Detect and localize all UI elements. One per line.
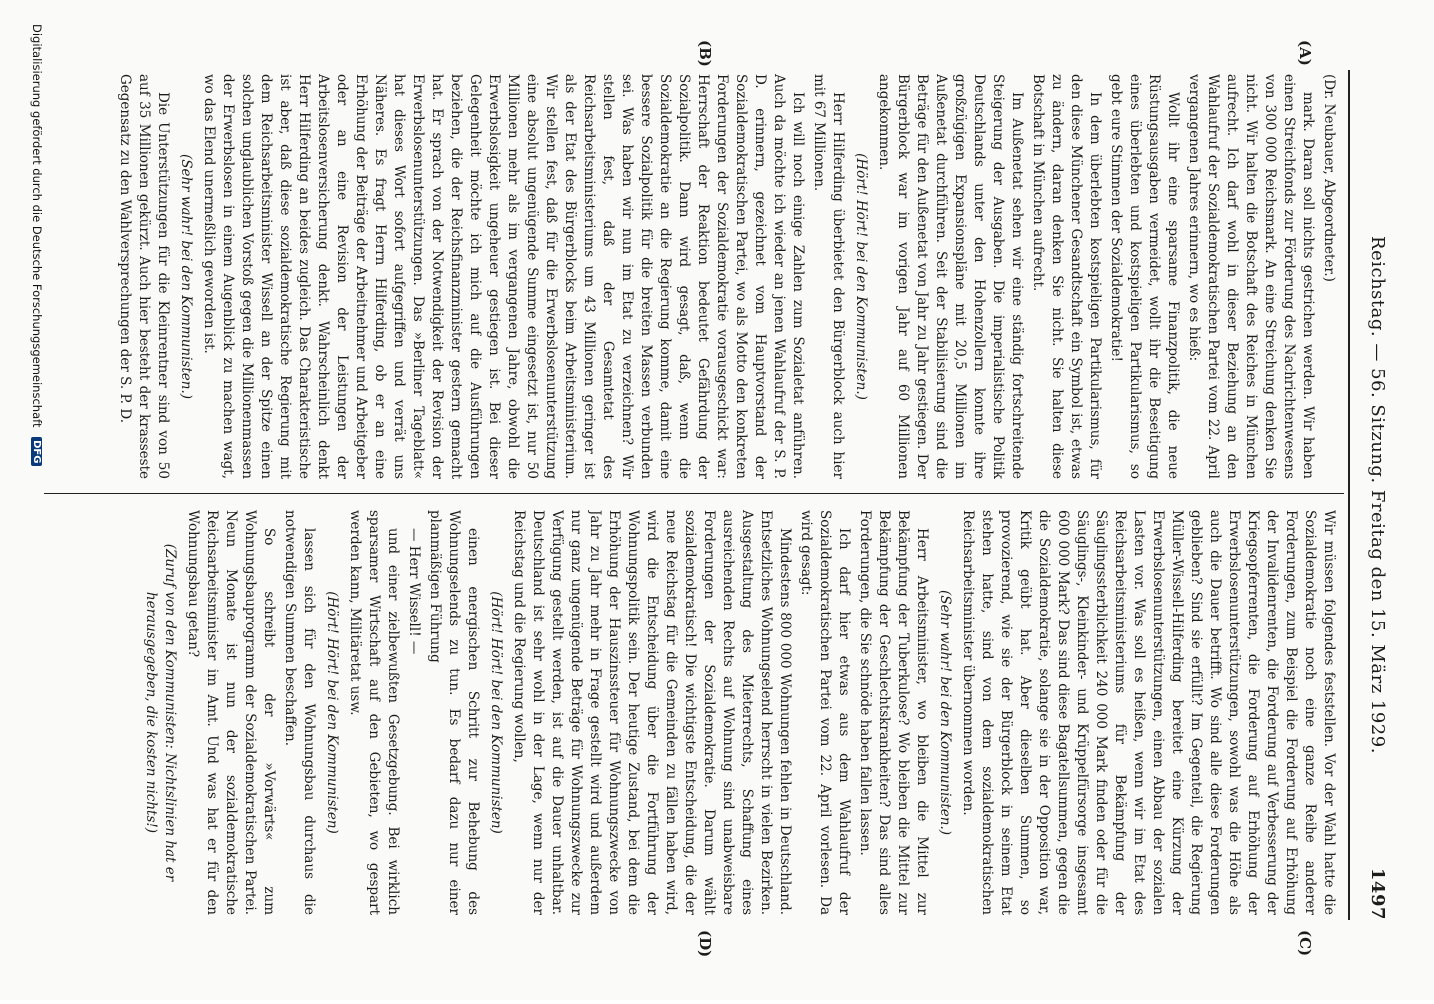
right-text-column — [48, 510, 1338, 915]
paragraph: Ich will noch einige Zahlen zum Sozialetat anführen. Auch da möchte ich wieder an jenen Wahlaufruf der S. P. D. erinnern, gezeichnet vom Hauptvorstand der Sozialdemokratischen Partei, wo als Motto den konkreten Forderungen der Sozialdemokratie vorausgeschickt war: Herrschaft der Reaktion bedeutet Gefährdung der Sozialpolitik. Dann wird gesagt, daß, wenn die Sozialdemokratie an die Regierung komme, damit eine bessere Sozialpolitik für die breiten Massen verbunden sei. Was haben wir nun im Etat zu verzeichnen? Wir stellen fest, daß der Gesamtetat des Reichsarbeitsministeriums um 43 Millionen geringer ist als der Etat des Bürgerblocks beim Arbeitsministerium. Wir stellen fest, daß für die Erwerbslosenunterstützung eine absolut ungenügende Summe eingesetzt ist, nur 50 Millionen mehr als im vergangenen Jahre, obwohl die Erwerbslosigkeit ungeheuer gestiegen ist. Bei dieser Gelegenheit möchte ich mich auf die Ausführungen beziehen, die der Reichsfinanzminister gestern gemacht hat. Er sprach von der Notwendigkeit der Revision der Erwerbslosenunterstützungen. Das »Berliner Tageblatt« hat dieses Wort sofort aufgegriffen und verrät uns Näheres. Es fragt Herrn Hilferding, ob er an eine Erhöhung der Beiträge der Arbeitnehmer und Arbeitgeber oder an eine Revision der Leistungen der Arbeitslosenversicherung denkt. Wahrscheinlich denkt Herr Hilferding an beides zugleich. Das Charakteristische ist aber, daß diese sozialdemokratische Regierung mit dem Reichsarbeitsminister Wissell an der Spitze einen solchen unglaublichen Vorstoß gegen die Millionenmassen der Erwerbslosen in einem Augenblick zu machen wagt, wo das Elend unermeßlich geworden ist. — [201, 74, 806, 479]
header-title: Reichstag. — 56. Sitzung. Freitag den 15. März 1929. — [1367, 236, 1388, 754]
interjection: (Hört! Hört! bei den Kommunisten) — [324, 591, 340, 834]
margin-mark-d: (D) — [696, 930, 714, 958]
paragraph: In dem überlebten kostspieligen Partikularismus, für den diese Münchener Gesandtschaft ein Symbol ist, etwas zu ändern, daran denken Sie nicht. Sie halten diese Botschaft in München aufrecht. — [1030, 74, 1103, 479]
interjection: (Sehr wahr! bei den Kommunisten.) — [937, 589, 953, 836]
margin-mark-c: (C) — [1296, 930, 1314, 957]
paragraph: lassen sich für den Wohnungsbau durchaus die notwendigen Summen beschaffen. — [282, 510, 317, 915]
paragraph: Wollt ihr eine sparsame Finanzpolitik, die neue Rüstungsausgaben vermeidet, wollt ihr die Beseitigung eines überlebten und kostspieligen Partikularismus, so gebt eure Stimmen der Sozialdemokratie! — [1108, 74, 1181, 479]
interjection: (Zuruf von den Kommunisten: Nichtslinien hat er herausgegeben, die kosten nichts!) — [143, 543, 178, 882]
paragraph: Herr Hilferding überbietet den Bürgerblock auch hier mit 67 Millionen. — [811, 74, 846, 479]
header-rule — [1348, 70, 1350, 920]
paragraph: Die Unterstützungen für die Kleinrentner sind von 50 auf 35 Millionen gekürzt. Auch hier besteht der krasseste Gegensatz zu den Wahlversprechungen der S. P. D. — [117, 74, 171, 479]
paragraph: und einer zielbewußten Gesetzgebung. Bei wirklich sparsamer Wirtschaft auf den Gebieten, wo gespart werden kann, Militäretat usw. — [347, 510, 401, 915]
paragraph: mark. Daran soll nichts gestrichen werden. Wir haben einen Streichfonds zur Förderung des Nachrichtenwesens von 300 000 Reichsmark. An eine Streichung denken Sie nicht. Wir halten die Botschaft des Reiches in München aufrecht. Ich darf wohl in dieser Beziehung an den Wahlaufruf der Sozialdemokratischen Partei vom 22. April vergangenen Jahres erinnern, wo es hieß: — [1186, 74, 1316, 479]
paragraph: Ich darf hier etwas aus dem Wahlaufruf der Sozialdemokratischen Partei vom 22. April vorlesen. Da wird gesagt: — [798, 510, 852, 915]
paragraph: So schreibt der »Vorwärts« zum Wohnungsbauprogramm der Sozialdemokratischen Partei. Neun Monate ist nun der sozialdemokratische Reichsarbeitsminister im Amt. Und was hat er für den Wohnungsbau getan? — [185, 510, 277, 915]
paragraph: — Herr Wissell! — — [406, 528, 422, 655]
paragraph: Wir müssen folgendes feststellen. Vor der Wahl hatte die Sozialdemokratie noch eine ganze Reihe anderer Forderungen, zum Beispiel die Forderung auf Erhöhung der Invalidenrenten, die Forderung auf Verbesserung der Kriegsopferrenten, die Forderung auf Erhöhung der Erwerbslosenunterstützungen, sowohl was die Höhe als auch die Dauer betrifft. Wo sind alle diese Forderungen geblieben? Sind sie erfüllt? Im Gegenteil, die Regierung Müller-Wissell-Hilferding bereitet eine Kürzung der Erwerbslosenunterstützungen, einen Abbau der sozialen Lasten vor. Was soll es heißen, wenn wir im Etat des Reichsarbeitsministeriums für Bekämpfung der Säuglingssterblichkeit 240 000 Mark finden oder für die Säuglings-, Kleinkinder- und Krüppelfürsorge insgesamt 600 000 Mark? Das sind diese Bagatellsummen, gegen die die Sozialdemokratie, solange sie in der Opposition war, Kritik geübt hat. Aber dieselben Summen, so provozierend, wie sie der Bürgerblock in seinem Etat stehen hatte, sind von dem sozialdemokratischen Reichsarbeitsminister übernommen worden. — [960, 510, 1337, 915]
column-divider — [44, 493, 1344, 494]
paragraph: Im Außenetat sehen wir eine ständig fortschreitende Steigerung der Ausgaben. Die imperialistische Politik Deutschlands unter den Hohenzollern konnte ihre großzügigen Expansionspläne mit 20,5 Millionen im Außenetat durchführen. Seit der Stabilisierung sind die Beträge für den Außenetat von Jahr zu Jahr gestiegen. Der Bürgerblock war im vorigen Jahr auf 60 Millionen angekommen. — [876, 74, 1025, 479]
paragraph: einen energischen Schritt zur Behebung des Wohnungselends zu tun. Es bedarf dazu nur einer planmäßigen Führung — [427, 510, 481, 915]
running-header — [1360, 70, 1394, 920]
paragraph: (Dr. Neubauer, Abgeordneter.) — [1321, 74, 1337, 282]
digitization-footer — [18, 24, 44, 1004]
interjection: (Hört! Hört! bei den Kommunisten.) — [853, 153, 869, 400]
paragraph: Mindestens 800 000 Wohnungen fehlen in Deutschland. Entsetzliches Wohnungselend herrscht in vielen Bezirken. Ausgestaltung des Mieterrechts, Schaffung eines ausreichenden Rechts auf Wohnung sind unabweisbare Forderungen der Sozialdemokratie. Darum wählt sozialdemokratisch! Die wichtigste Entscheidung, die der neue Reichstag für die Gemeinden zu fällen haben wird, wird die Entscheidung über die Fortführung der Wohnungspolitik sein. Der heutige Zustand, bei dem die Erhöhung der Hauszinssteuer für Wohnungszwecke von Jahr zu Jahr mehr in Frage gestellt wird und außerdem nur ganz ungenügende Beträge für Wohnungszwecke zur Verfügung gestellt werden, ist auf die Dauer unhaltbar. Deutschland ist sehr wohl in der Lage, wenn nur der Reichstag und die Regierung wollen, — [511, 510, 793, 915]
paragraph: Herr Arbeitsminister, wo bleiben die Mittel zur Bekämpfung der Tuberkulose? Wo bleiben die Mittel zur Bekämpfung der Geschlechtskrankheiten? Das sind alles Forderungen, die Sie schnöde haben fallen lassen. — [857, 510, 930, 915]
margin-mark-a: (A) — [1296, 40, 1314, 66]
interjection: (Hört! Hört! bei den Kommunisten) — [488, 591, 504, 834]
margin-mark-b: (B) — [696, 40, 714, 67]
dfg-logo: DFG — [31, 437, 42, 466]
page-number: 1497 — [1367, 867, 1388, 920]
footer-text: Digitalisierung gefördert durch die Deutsche Forschungsgemeinschaft — [30, 24, 44, 428]
left-text-column — [48, 74, 1338, 479]
interjection: (Sehr wahr! bei den Kommunisten.) — [178, 153, 194, 400]
